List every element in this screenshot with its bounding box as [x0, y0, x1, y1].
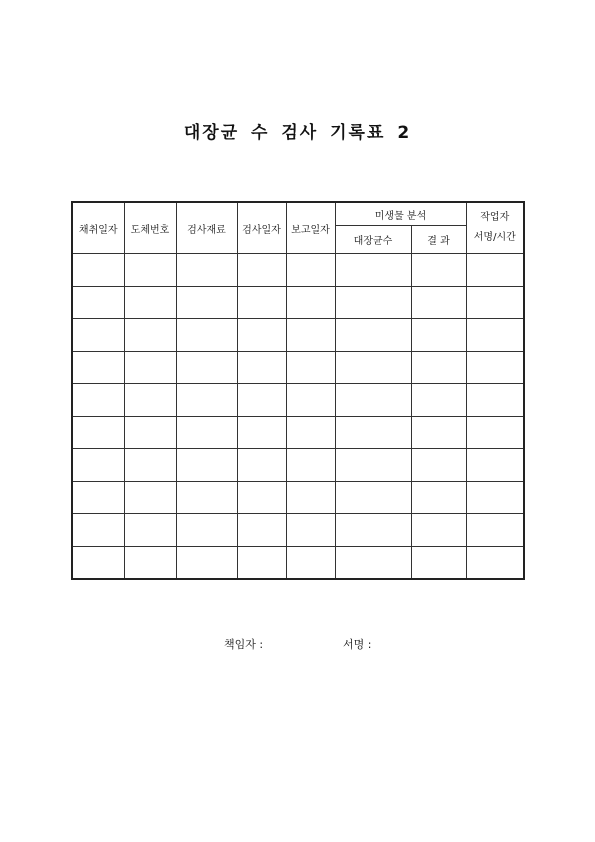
table-cell[interactable] [286, 286, 335, 319]
table-cell[interactable] [72, 481, 124, 514]
table-cell[interactable] [124, 384, 176, 417]
table-cell[interactable] [176, 254, 237, 287]
header-carcass-number: 도체번호 [124, 202, 176, 254]
table-cell[interactable] [411, 351, 466, 384]
table-cell[interactable] [176, 351, 237, 384]
table-row [72, 546, 524, 579]
header-report-date: 보고일자 [286, 202, 335, 254]
table-cell[interactable] [335, 481, 411, 514]
table-cell[interactable] [466, 319, 524, 352]
responsible-person-label: 책임자 : [224, 638, 264, 651]
table-cell[interactable] [237, 319, 286, 352]
table-cell[interactable] [237, 254, 286, 287]
table-cell[interactable] [124, 416, 176, 449]
table-cell[interactable] [411, 449, 466, 482]
header-result: 결 과 [411, 226, 466, 254]
table-cell[interactable] [237, 546, 286, 579]
header-worker-signature [466, 202, 524, 254]
table-cell[interactable] [466, 514, 524, 547]
table-cell[interactable] [411, 514, 466, 547]
table-cell[interactable] [124, 514, 176, 547]
table-cell[interactable] [286, 384, 335, 417]
table-cell[interactable] [237, 384, 286, 417]
table-cell[interactable] [335, 514, 411, 547]
table-cell[interactable] [237, 416, 286, 449]
table-cell[interactable] [72, 449, 124, 482]
table-cell[interactable] [335, 254, 411, 287]
table-cell[interactable] [72, 416, 124, 449]
table-cell[interactable] [176, 514, 237, 547]
table-cell[interactable] [286, 449, 335, 482]
header-micro-analysis: 미생물 분석 [335, 202, 466, 226]
table-cell[interactable] [124, 449, 176, 482]
table-cell[interactable] [411, 546, 466, 579]
header-worker: 작업자 [480, 212, 510, 223]
table-cell[interactable] [72, 351, 124, 384]
table-cell[interactable] [335, 449, 411, 482]
table-cell[interactable] [466, 286, 524, 319]
table-cell[interactable] [286, 351, 335, 384]
table-cell[interactable] [466, 416, 524, 449]
table-cell[interactable] [335, 286, 411, 319]
table-cell[interactable] [411, 481, 466, 514]
table-row [72, 514, 524, 547]
table-cell[interactable] [466, 384, 524, 417]
header-ecoli-count: 대장균수 [335, 226, 411, 254]
table-cell[interactable] [124, 286, 176, 319]
table-cell[interactable] [466, 254, 524, 287]
table-cell[interactable] [286, 546, 335, 579]
table-cell[interactable] [286, 319, 335, 352]
table-cell[interactable] [335, 319, 411, 352]
table-cell[interactable] [286, 514, 335, 547]
table-cell[interactable] [124, 319, 176, 352]
table-row [72, 481, 524, 514]
table-cell[interactable] [176, 416, 237, 449]
table-row [72, 351, 524, 384]
table-cell[interactable] [286, 254, 335, 287]
table-cell[interactable] [176, 449, 237, 482]
table-cell[interactable] [176, 319, 237, 352]
header-sign-time: 서명/시간 [473, 232, 516, 243]
inspection-record-table [71, 201, 525, 580]
table-cell[interactable] [335, 351, 411, 384]
table-cell[interactable] [411, 384, 466, 417]
signature-label: 서명 : [343, 638, 372, 651]
table-cell[interactable] [72, 254, 124, 287]
table-cell[interactable] [72, 384, 124, 417]
table-row [72, 416, 524, 449]
table-cell[interactable] [237, 449, 286, 482]
table-row [72, 319, 524, 352]
table-cell[interactable] [335, 546, 411, 579]
table-cell[interactable] [411, 286, 466, 319]
table-cell[interactable] [466, 546, 524, 579]
table-cell[interactable] [72, 546, 124, 579]
table-cell[interactable] [466, 481, 524, 514]
table-cell[interactable] [335, 384, 411, 417]
table-cell[interactable] [124, 546, 176, 579]
table-cell[interactable] [72, 319, 124, 352]
table-cell[interactable] [124, 481, 176, 514]
table-row [72, 384, 524, 417]
table-cell[interactable] [466, 449, 524, 482]
table-cell[interactable] [411, 254, 466, 287]
table-cell[interactable] [466, 351, 524, 384]
table-cell[interactable] [176, 481, 237, 514]
table-cell[interactable] [411, 416, 466, 449]
table-cell[interactable] [237, 514, 286, 547]
table-row [72, 286, 524, 319]
table-cell[interactable] [176, 384, 237, 417]
table-cell[interactable] [411, 319, 466, 352]
table-cell[interactable] [237, 351, 286, 384]
table-cell[interactable] [237, 481, 286, 514]
header-test-material: 검사재료 [176, 202, 237, 254]
table-cell[interactable] [176, 286, 237, 319]
table-cell[interactable] [176, 546, 237, 579]
table-cell[interactable] [72, 514, 124, 547]
header-collection-date: 채취일자 [72, 202, 124, 254]
table-row [72, 254, 524, 287]
table-cell[interactable] [335, 416, 411, 449]
page-title: 대장균 수 검사 기록표 2 [183, 123, 412, 143]
table-body [72, 254, 524, 580]
table-cell[interactable] [286, 481, 335, 514]
table-row [72, 449, 524, 482]
table-cell[interactable] [124, 351, 176, 384]
table-cell[interactable] [124, 254, 176, 287]
table-cell[interactable] [72, 286, 124, 319]
header-test-date: 검사일자 [237, 202, 286, 254]
table-cell[interactable] [237, 286, 286, 319]
table-cell[interactable] [286, 416, 335, 449]
